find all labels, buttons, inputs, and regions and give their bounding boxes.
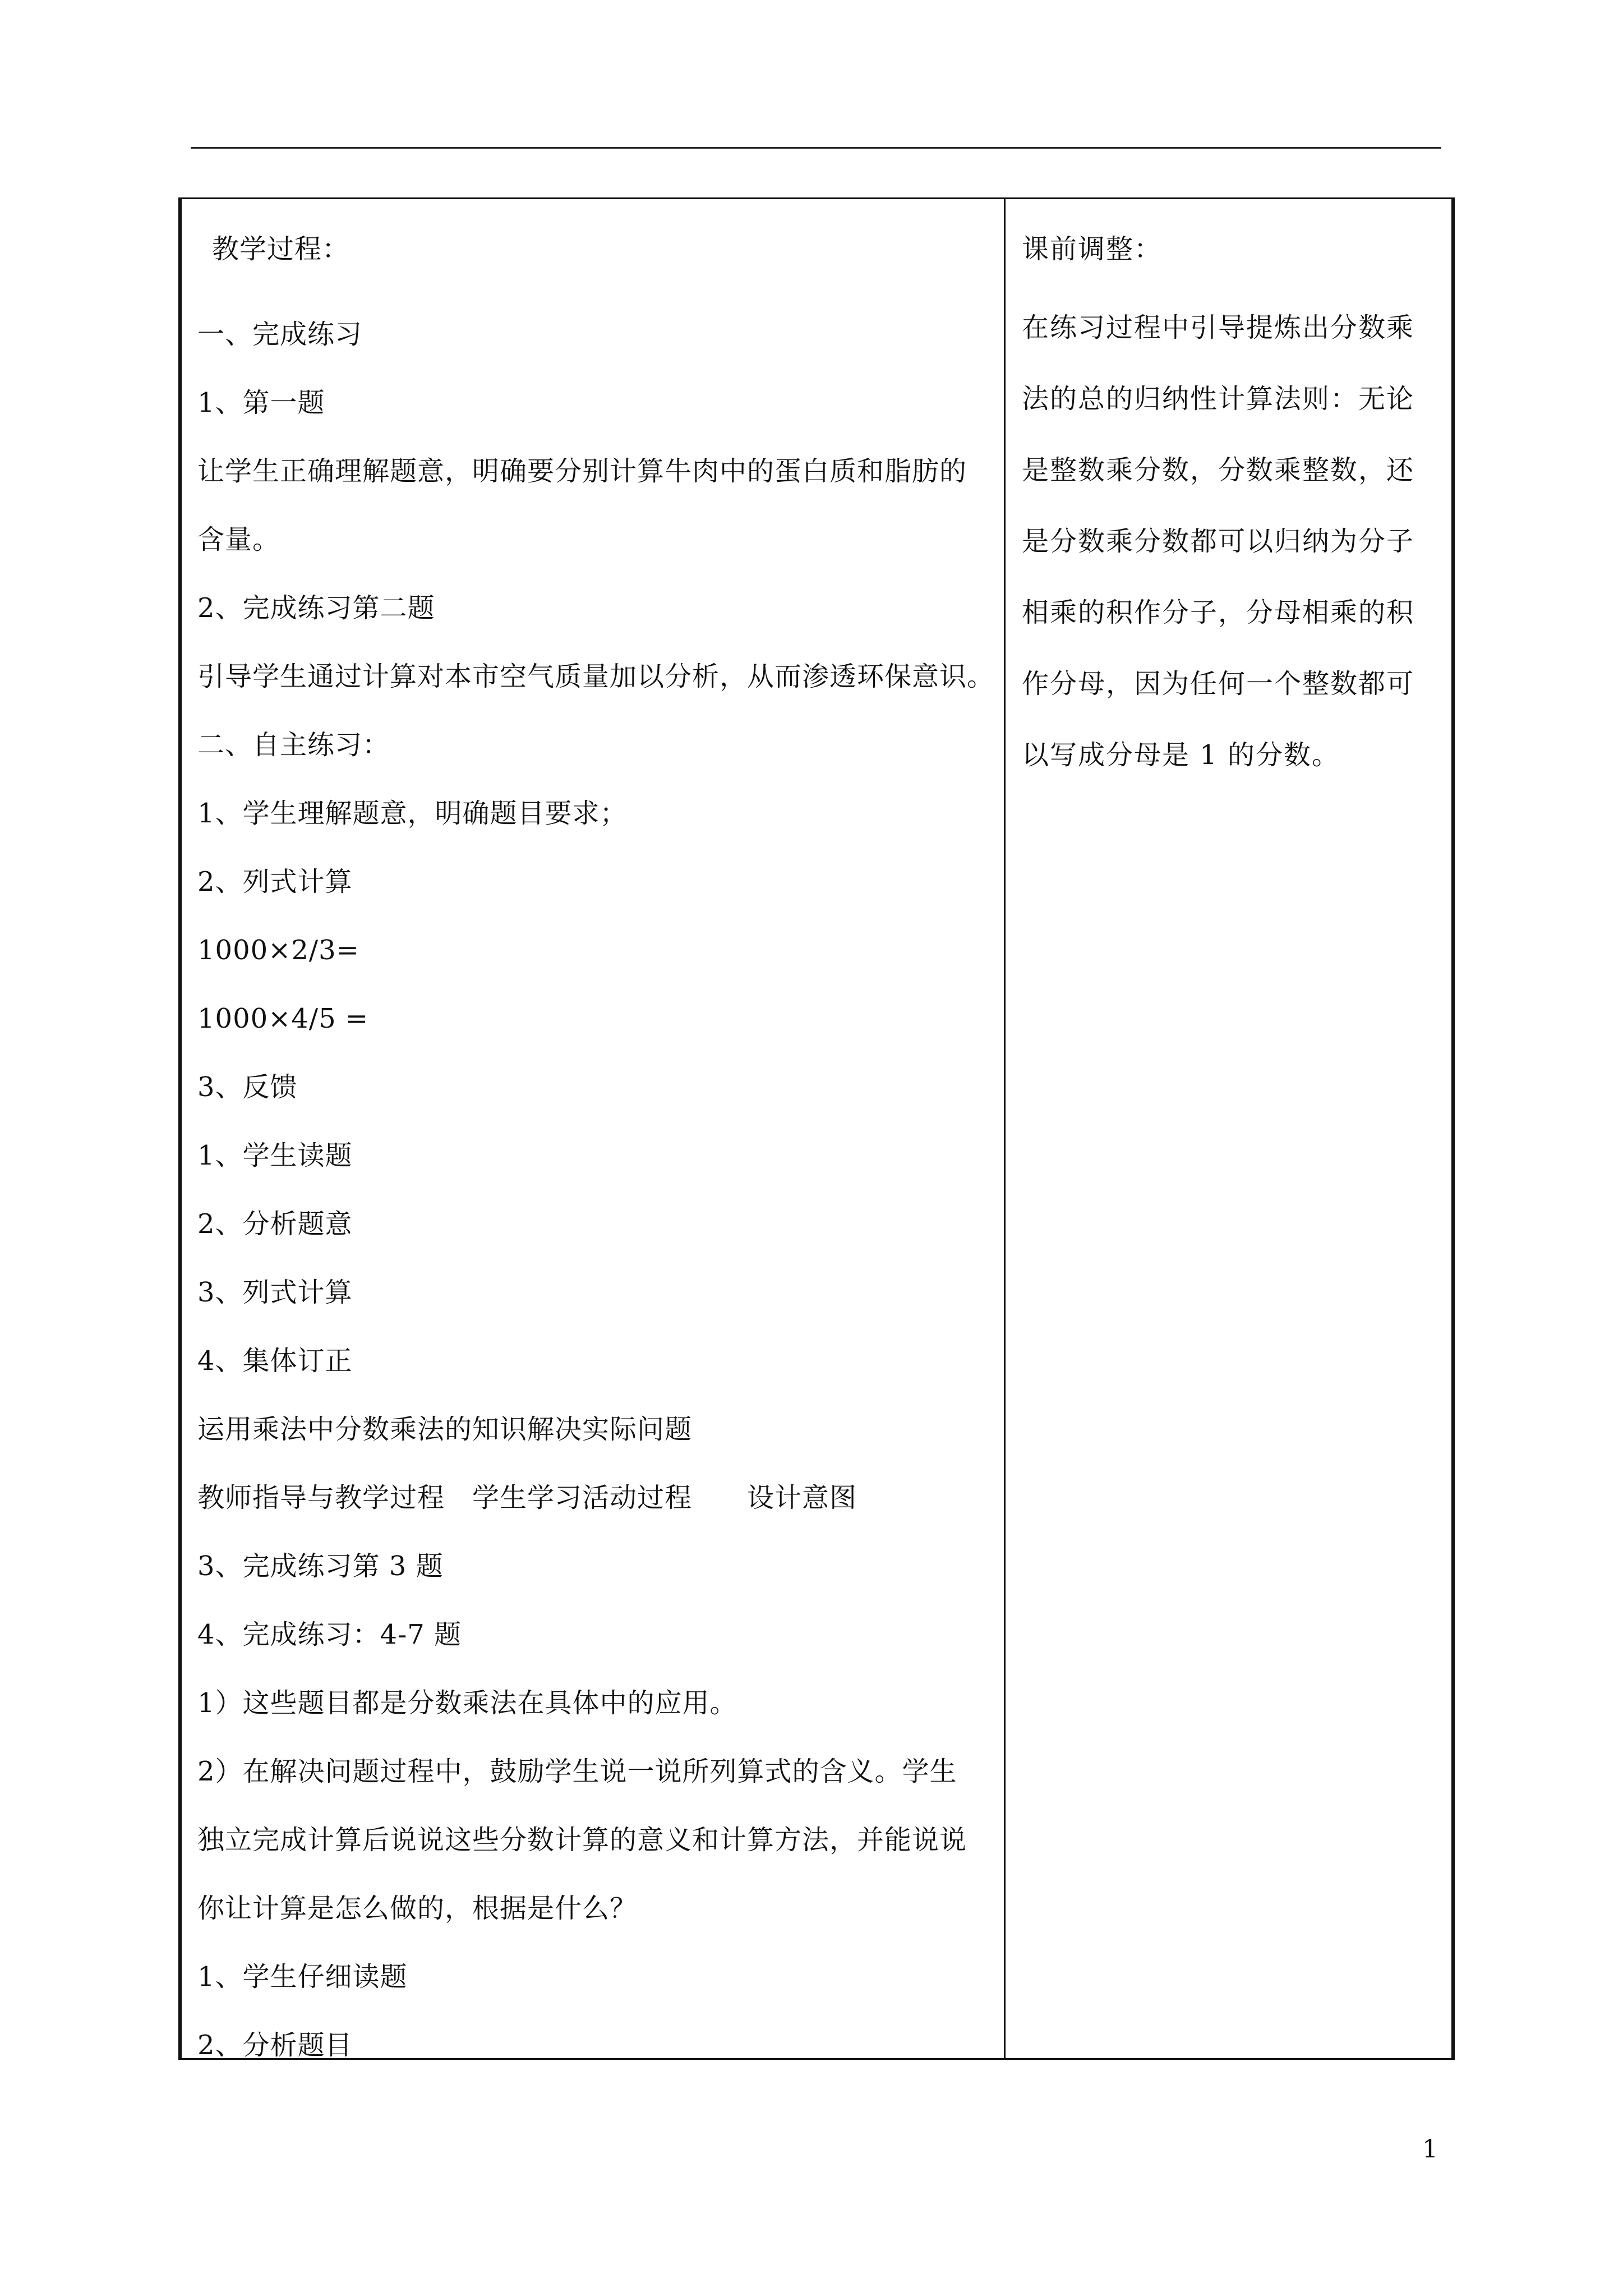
left-line: 3、反馈: [197, 1071, 298, 1103]
left-line: 2）在解决问题过程中，鼓励学生说一说所列算式的含义。学生: [197, 1756, 957, 1787]
lesson-table: [178, 197, 1455, 2060]
left-line: 3、完成练习第 3 题: [197, 1550, 444, 1582]
page-number: 1: [1422, 2135, 1438, 2164]
right-line: 以写成分母是 1 的分数。: [1022, 739, 1340, 771]
right-line: 是整数乘分数，分数乘整数，还: [1022, 454, 1415, 486]
left-line: 让学生正确理解题意，明确要分别计算牛肉中的蛋白质和脂肪的: [197, 455, 967, 487]
left-line: 二、自主练习：: [197, 729, 390, 761]
left-line: 3、列式计算: [197, 1277, 353, 1308]
right-line: 是分数乘分数都可以归纳为分子: [1022, 526, 1415, 557]
left-line: 1、学生仔细读题: [197, 1961, 408, 1993]
header-rule: [191, 147, 1441, 149]
left-line: 1、学生读题: [197, 1140, 353, 1171]
left-line: 1）这些题目都是分数乘法在具体中的应用。: [197, 1687, 737, 1719]
left-line: 引导学生通过计算对本市空气质量加以分析，从而渗透环保意识。: [197, 661, 995, 692]
pre-class-adjustment-column: [1022, 215, 1426, 791]
right-line: 在练习过程中引导提炼出分数乘: [1022, 312, 1415, 343]
left-line: 1、学生理解题意，明确题目要求；: [197, 798, 628, 829]
column-divider: [1004, 199, 1006, 2058]
teaching-process-column: [197, 215, 994, 2079]
left-line: 运用乘法中分数乘法的知识解决实际问题: [197, 1414, 693, 1445]
left-line: 教师指导与教学过程 学生学习活动过程 设计意图: [197, 1482, 857, 1513]
left-line: 1、第一题: [197, 387, 325, 418]
pre-class-adjustment-heading: 课前调整：: [1022, 233, 1163, 265]
left-line: 一、完成练习: [197, 319, 363, 350]
left-line: 2、列式计算: [197, 866, 353, 898]
left-line: 独立完成计算后说说这些分数计算的意义和计算方法，并能说说: [197, 1824, 967, 1856]
right-line: 法的总的归纳性计算法则：无论: [1022, 383, 1415, 415]
right-line: 作分母，因为任何一个整数都可: [1022, 668, 1415, 700]
left-line: 1000×4/5 =: [197, 1003, 369, 1034]
left-line: 含量。: [197, 524, 280, 555]
left-line: 1000×2/3=: [197, 935, 359, 966]
left-line: 你让计算是怎么做的，根据是什么？: [197, 1893, 638, 1924]
teaching-process-heading: 教学过程：: [212, 233, 350, 265]
left-line: 4、集体订正: [197, 1345, 353, 1377]
left-line: 2、分析题目: [197, 2030, 353, 2061]
left-line: 4、完成练习：4-7 题: [197, 1619, 462, 1650]
left-line: 2、完成练习第二题: [197, 592, 435, 624]
right-line: 相乘的积作分子，分母相乘的积: [1022, 597, 1415, 628]
left-line: 2、分析题意: [197, 1208, 353, 1240]
